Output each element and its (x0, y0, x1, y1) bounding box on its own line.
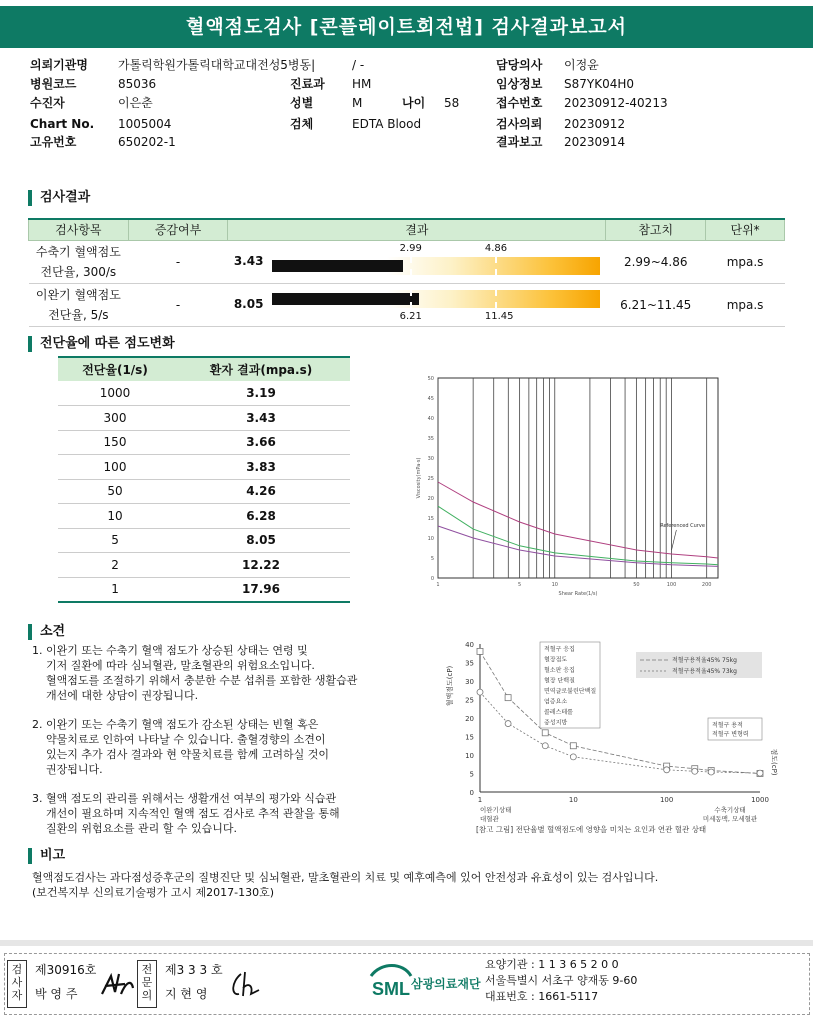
info-value: 650202-1 (118, 135, 176, 149)
info-key: 병원코드 (30, 77, 77, 91)
low-marker (410, 257, 412, 275)
shear-result: 17.96 (172, 577, 350, 602)
factor-text: 적혈구 응집 (544, 646, 575, 653)
series-point (505, 695, 511, 701)
shear-result: 4.26 (172, 479, 350, 504)
note-paragraph (32, 791, 392, 836)
info-value: 이은춘 (118, 96, 153, 110)
bigo-text (32, 870, 658, 900)
shear-result: 3.83 (172, 455, 350, 480)
shear-rate: 5 (58, 528, 172, 553)
shear-rate: 150 (58, 430, 172, 455)
info-key: 담당의사 (496, 58, 543, 72)
y-tick-label: 10 (427, 536, 434, 542)
series-point (664, 767, 670, 773)
note-line: 개선에 대한 상담이 권장됩니다. (32, 689, 199, 702)
notes-heading: 소견 (28, 624, 65, 640)
info-value: 85036 (118, 77, 157, 91)
bigo-line-2: (보건복지부 신의료기술평가 고시 제2017-130호) (32, 886, 275, 899)
shear-row (58, 504, 350, 529)
th-shear-rate: 전단율(1/s) (58, 357, 172, 381)
info-value: M (352, 96, 363, 110)
footer (4, 953, 810, 1015)
info-value: HM (352, 77, 372, 91)
shear-rate: 10 (58, 504, 172, 529)
y-tick-label: 30 (427, 456, 434, 462)
high-tick: 4.86 (484, 242, 508, 254)
bigo-heading: 비고 (28, 848, 65, 864)
x-tick-label: 200 (701, 582, 712, 588)
y-tick-label: 35 (465, 659, 474, 668)
result-row (29, 283, 785, 326)
note-paragraph (32, 643, 392, 703)
info-row (30, 75, 156, 93)
info-key: 성별 (290, 96, 314, 110)
factor-reference-chart (440, 636, 800, 838)
info-slash: / - (352, 58, 365, 72)
factor-text: 혈소판 응집 (544, 667, 575, 674)
result-unit: mpa.s (706, 240, 785, 283)
info-value: EDTA Blood (352, 117, 422, 131)
y-tick-label: 0 (430, 576, 434, 582)
note-line: 약물치료로 인하여 나타날 수 있습니다. 출혈경향의 소견이 (32, 733, 326, 746)
result-gauge-cell (228, 283, 606, 326)
y-axis-label: Viscosity(mPa·s) (416, 457, 422, 499)
th-change: 증감여부 (128, 219, 228, 240)
plot-area (438, 378, 718, 578)
info-value: 20230912 (564, 117, 626, 131)
reference-curve-label: Referenced Curve (660, 522, 705, 529)
viscosity-reference-chart (410, 370, 730, 600)
factor-text: 혈장점도 (544, 656, 568, 664)
info-row (290, 75, 371, 93)
info-value: 가톨릭학원가톨릭대학교대전성5병동| (118, 58, 316, 72)
result-ref: 2.99~4.86 (606, 240, 706, 283)
shear-result: 3.19 (172, 381, 350, 406)
legend-label: 적혈구용적율45% 73kg (672, 668, 737, 675)
left-note-1: 이완기상태 (480, 806, 512, 814)
th-ref: 참고치 (606, 219, 706, 240)
inspector-signature (97, 964, 137, 1004)
high-marker (495, 257, 497, 275)
x-tick-label: 100 (659, 796, 674, 804)
result-ref: 6.21~11.45 (606, 283, 706, 326)
shear-result: 6.28 (172, 504, 350, 529)
y-tick-label: 40 (427, 416, 434, 422)
y-tick-label: 10 (465, 752, 474, 760)
shear-table (58, 356, 350, 603)
high-tick: 11.45 (484, 310, 514, 322)
info-key: 접수번호 (496, 96, 543, 110)
series-point (542, 730, 548, 736)
note-line: 있는지 추가 검사 결과와 현 약물치료를 함께 고려하실 것이 (32, 748, 329, 761)
info-row (30, 94, 153, 112)
x-tick-label: 10 (551, 582, 558, 588)
legend-label: 적혈구용적율45% 75kg (672, 657, 737, 664)
info-value: 20230914 (564, 135, 626, 149)
shear-row (58, 381, 350, 406)
y-tick-label: 15 (465, 733, 474, 742)
factor-text: 면역글로불린단백질 (544, 688, 597, 695)
right-note-1: 수축기상태 (714, 806, 746, 814)
factor-text: 중성지방 (544, 719, 568, 727)
info-row (496, 133, 625, 151)
shear-row (58, 528, 350, 553)
result-gauge (228, 284, 598, 326)
info-row (30, 133, 176, 151)
shear-row (58, 553, 350, 578)
shear-result: 3.43 (172, 406, 350, 431)
shear-rate: 300 (58, 406, 172, 431)
series-point (505, 721, 511, 727)
result-item-shear: 전단율, 300/s (40, 264, 117, 279)
y-tick-label: 5 (430, 556, 434, 562)
result-item-shear: 전단율, 5/s (48, 307, 109, 322)
note-line: 질환의 위험요소를 관리 할 수 있습니다. (32, 822, 237, 835)
y-tick-label: 25 (465, 696, 474, 705)
info-key: 진료과 (290, 77, 325, 91)
doctor-name: 지 현 영 (165, 987, 208, 1001)
x-axis-label: Shear Rate(1/s) (558, 591, 598, 597)
info-key: 임상정보 (496, 77, 543, 91)
result-value: 8.05 (233, 296, 264, 311)
result-gauge-cell (228, 240, 606, 283)
doctor-signature (227, 964, 267, 1004)
info-key: 수진자 (30, 96, 65, 110)
doctor-id: 제3 3 3 호 (165, 963, 223, 977)
note-line: 권장됩니다. (32, 763, 103, 776)
y-tick-label: 30 (465, 678, 474, 686)
org-name: 삼광의료재단 (411, 977, 481, 991)
address: 서울특별시 서초구 양재동 9-60 (485, 974, 638, 987)
shear-result: 12.22 (172, 553, 350, 578)
x-tick-label: 50 (633, 582, 640, 588)
result-item-name: 수축기 혈액점도 (35, 244, 121, 259)
y-tick-label: 0 (469, 789, 474, 797)
x-tick-label: 1 (477, 796, 483, 804)
series-point (692, 768, 698, 774)
y-tick-label: 15 (427, 516, 434, 522)
inspector-id: 제30916호 (35, 963, 97, 977)
y-tick-label: 20 (465, 715, 474, 723)
inspector-name: 박 영 주 (35, 987, 78, 1001)
series-point (477, 648, 483, 654)
sml-logo-icon (367, 962, 415, 1002)
factor-text: 적혈구 변형력 (712, 731, 749, 738)
left-note-2: 대혈관 (480, 815, 499, 823)
age-value: 58 (444, 96, 460, 110)
series-point (708, 769, 714, 775)
y-tick-label: 5 (469, 770, 474, 779)
shear-row (58, 406, 350, 431)
shear-rate: 50 (58, 479, 172, 504)
series-point (757, 770, 763, 776)
factor-text: 콜레스테롤 (544, 709, 573, 716)
low-marker (410, 290, 412, 308)
svg-text:SML: SML (372, 979, 410, 999)
shear-row (58, 455, 350, 480)
value-bar (272, 293, 420, 305)
y-tick-label: 50 (427, 376, 434, 382)
y-axis-label: 혈액점도(cP) (446, 665, 454, 707)
shear-heading: 전단율에 따른 점도변화 (28, 336, 175, 352)
shear-rate: 1000 (58, 381, 172, 406)
result-row (29, 240, 785, 283)
shear-rate: 100 (58, 455, 172, 480)
report-title: 혈액점도검사 [콘플레이트회전법] 검사결과보고서 (0, 6, 813, 48)
info-row (290, 115, 421, 133)
info-value: 1005004 (118, 117, 172, 131)
note-line: 3. 혈액 점도의 관리를 위해서는 생활개선 여부의 평가와 식습관 (32, 792, 337, 805)
series-point (570, 743, 576, 749)
doctor-label: 전 문 의 (137, 960, 157, 1008)
info-key: 검사의뢰 (496, 117, 543, 131)
x-tick-label: 1 (436, 582, 440, 588)
shear-result: 8.05 (172, 528, 350, 553)
note-line: 개선이 필요하며 지속적인 혈액 점도 검사로 추적 관찰을 통해 (32, 807, 340, 820)
info-row (496, 115, 625, 133)
series-point (477, 689, 483, 695)
info-row (496, 75, 634, 93)
right-note-2: 미세동맥, 모세혈관 (702, 815, 758, 823)
info-row (30, 56, 315, 74)
x-tick-label: 5 (518, 582, 522, 588)
age-label: 나이 (402, 96, 426, 110)
info-row (496, 94, 668, 112)
y-tick-label: 20 (427, 496, 434, 502)
note-line: 1. 이완기 또는 수축기 혈액 점도가 상승된 상태는 연령 및 (32, 644, 308, 657)
info-value: 이정윤 (564, 58, 599, 72)
shear-rate: 2 (58, 553, 172, 578)
phone: 대표번호 : 1661-5117 (485, 990, 599, 1003)
y2-axis-label: 점도(cP) (770, 748, 778, 776)
info-value: 20230912-40213 (564, 96, 668, 110)
shear-result: 3.66 (172, 430, 350, 455)
th-result: 결과 (228, 219, 606, 240)
result-value: 3.43 (233, 253, 264, 268)
inspector-label: 검 사 자 (7, 960, 27, 1008)
value-bar (272, 260, 403, 272)
factor-text: 염증요소 (544, 698, 568, 706)
x-tick-label: 100 (666, 582, 677, 588)
footer-divider (0, 940, 813, 946)
info-key: 결과보고 (496, 135, 543, 149)
agency-code: 요양기관 : 1 1 3 6 5 2 0 0 (485, 958, 619, 971)
info-row (30, 115, 171, 133)
results-heading: 검사결과 (28, 190, 90, 206)
note-line: 기저 질환에 따라 심뇌혈관, 말초혈관의 위험요소입니다. (32, 659, 315, 672)
shear-row (58, 430, 350, 455)
result-unit: mpa.s (706, 283, 785, 326)
note-paragraph (32, 717, 392, 777)
result-item (29, 283, 129, 326)
result-change: - (128, 283, 228, 326)
th-item: 검사항목 (29, 219, 129, 240)
note-line: 혈액점도를 조절하기 위해서 충분한 수분 섭취를 포함한 생활습관 (32, 674, 358, 687)
factor-text: 적혈구 용적 (712, 722, 743, 729)
high-marker (495, 290, 497, 308)
series-point (542, 743, 548, 749)
y-tick-label: 25 (427, 476, 434, 482)
y-tick-label: 40 (465, 641, 474, 649)
th-unit: 단위* (706, 219, 785, 240)
chart-caption: [참고 그림] 전단율별 혈액점도에 영향을 미치는 요인과 연관 혈관 상태 (476, 825, 707, 834)
th-patient-result: 환자 결과(mpa.s) (172, 357, 350, 381)
info-key: 의뢰기관명 (30, 58, 88, 72)
info-key: Chart No. (30, 117, 95, 131)
info-key: 검체 (290, 117, 314, 131)
x-tick-label: 1000 (751, 796, 769, 804)
result-gauge (228, 241, 598, 283)
factor-text: 혈장 단백질 (544, 677, 575, 685)
shear-row (58, 479, 350, 504)
info-row (290, 94, 362, 112)
notes (32, 643, 392, 850)
results-table (28, 218, 785, 327)
series-point (570, 754, 576, 760)
x-tick-label: 10 (568, 796, 578, 804)
y-tick-label: 45 (427, 396, 434, 402)
shear-row (58, 577, 350, 602)
result-item-name: 이완기 혈액점도 (35, 287, 121, 302)
result-item (29, 240, 129, 283)
bigo-line-1: 혈액점도검사는 과다점성증후군의 질병진단 및 심뇌혈관, 말초혈관의 치료 및 예후예측에 있어 안전성과 유효성이 있는 검사입니다. (32, 871, 659, 884)
info-value: S87YK04H0 (564, 77, 635, 91)
result-change: - (128, 240, 228, 283)
y-tick-label: 35 (427, 436, 434, 442)
info-row (496, 56, 599, 74)
shear-rate: 1 (58, 577, 172, 602)
low-tick: 6.21 (399, 310, 422, 322)
note-line: 2. 이완기 또는 수축기 혈액 점도가 감소된 상태는 빈혈 혹은 (32, 718, 319, 731)
low-tick: 2.99 (399, 242, 422, 254)
info-key: 고유번호 (30, 135, 77, 149)
